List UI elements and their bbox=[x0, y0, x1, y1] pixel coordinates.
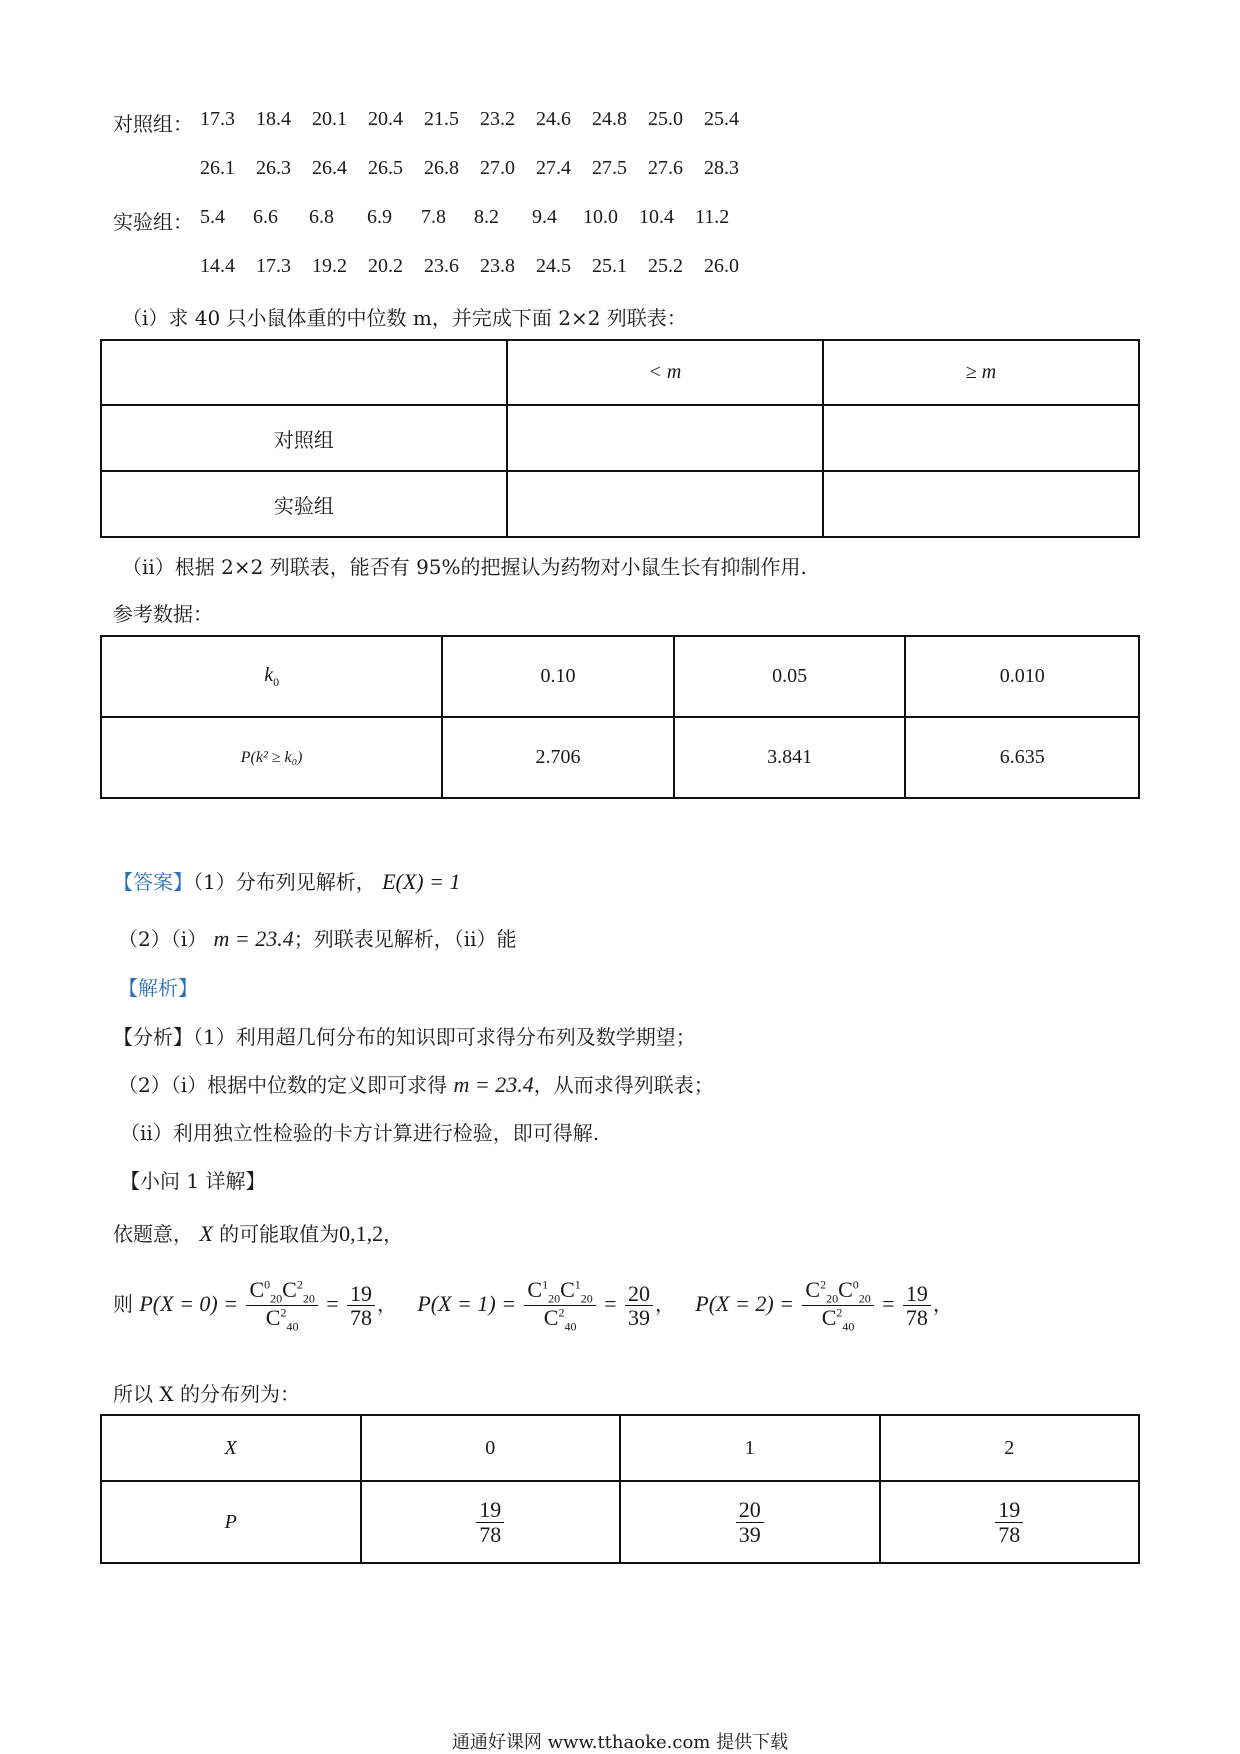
control-group-label: 对照组： bbox=[113, 112, 193, 136]
data-value: 21.5 bbox=[424, 108, 459, 130]
data-value: 10.4 bbox=[639, 206, 674, 228]
data-value: 17.3 bbox=[200, 108, 235, 130]
data-value: 10.0 bbox=[583, 206, 618, 228]
analysis-prefix-2: （2）（i）根据中位数的定义即可求得 bbox=[118, 1073, 448, 1097]
data-value: 26.1 bbox=[200, 157, 235, 179]
sub-heading: 【小问 1 详解】 bbox=[120, 1169, 266, 1193]
answer-suffix-2: ；列联表见解析，（ii）能 bbox=[293, 927, 517, 951]
analysis-line-1: 【分析】（1）利用超几何分布的知识即可求得分布列及数学期望； bbox=[113, 1025, 696, 1049]
data-value: 23.8 bbox=[480, 255, 515, 277]
data-value: 26.0 bbox=[704, 255, 739, 277]
line4-prefix: 依题意， bbox=[113, 1222, 193, 1246]
p0-comb-fraction: $\frac{C^0_{20}C^2_{20}}{C^2_{40}}$ bbox=[246, 1278, 317, 1333]
reference-critical-1: 2.706 bbox=[442, 717, 674, 798]
dist-x-value-2: 2 bbox=[880, 1415, 1140, 1481]
answer-tag: 【答案】 bbox=[113, 870, 193, 894]
line4-mid: 的可能取值为 bbox=[219, 1222, 340, 1246]
data-value: 23.2 bbox=[480, 108, 515, 130]
p2-comb-fraction: $\frac{C^2_{20}C^0_{20}}{C^2_{40}}$ bbox=[802, 1278, 873, 1333]
answer-prefix-2: （2）（i） bbox=[118, 927, 208, 951]
p1-comb-fraction: $\frac{C^1_{20}C^1_{20}}{C^2_{40}}$ bbox=[524, 1278, 595, 1333]
p2-lhs: P(X = 2) = bbox=[695, 1290, 795, 1316]
line4-values: 0,1,2 bbox=[339, 1221, 384, 1246]
data-value: 23.6 bbox=[424, 255, 459, 277]
distribution-table bbox=[100, 1414, 1140, 1564]
contingency-cell bbox=[507, 471, 823, 537]
analysis-tag: 【解析】 bbox=[118, 976, 198, 1000]
experiment-group-label: 实验组： bbox=[113, 210, 193, 234]
dist-x-label: X bbox=[101, 1415, 361, 1481]
data-value: 25.4 bbox=[704, 108, 739, 130]
data-value: 14.4 bbox=[200, 255, 235, 277]
line4-var: X bbox=[199, 1221, 213, 1246]
question-i: （i）求 40 只小鼠体重的中位数 m，并完成下面 2×2 列联表： bbox=[122, 306, 687, 330]
analysis-line-3: （ii）利用独立性检验的卡方计算进行检验，即可得解. bbox=[120, 1121, 600, 1145]
reference-table bbox=[100, 635, 1140, 799]
contingency-header-lt: < m bbox=[507, 340, 823, 405]
data-value: 5.4 bbox=[200, 206, 225, 228]
contingency-cell bbox=[507, 405, 823, 471]
reference-p-label: P(k² ≥ k₀) bbox=[101, 717, 442, 798]
line5-prefix: 则 bbox=[113, 1291, 133, 1316]
reference-alpha-2: 0.05 bbox=[674, 636, 906, 717]
line4-suffix: ， bbox=[383, 1222, 404, 1246]
contingency-row-control: 对照组 bbox=[101, 405, 507, 471]
reference-critical-2: 3.841 bbox=[674, 717, 906, 798]
dist-p-value-0: $\frac{19}{78}$ bbox=[361, 1481, 621, 1563]
footer: 通通好课网 www.tthaoke.com 提供下载 bbox=[451, 1732, 789, 1753]
data-value: 11.2 bbox=[695, 206, 730, 228]
p0-value-fraction: $\frac{19}{78}$ bbox=[347, 1282, 375, 1329]
reference-critical-3: 6.635 bbox=[905, 717, 1139, 798]
analysis-line-4 bbox=[113, 1218, 403, 1247]
p1-lhs: P(X = 1) = bbox=[417, 1290, 517, 1316]
data-value: 20.1 bbox=[312, 108, 347, 130]
reference-alpha-3: 0.010 bbox=[905, 636, 1139, 717]
dist-p-label: P bbox=[101, 1481, 361, 1563]
data-value: 6.6 bbox=[253, 206, 278, 228]
analysis-suffix-2: ，从而求得列联表； bbox=[533, 1073, 714, 1097]
reference-alpha-1: 0.10 bbox=[442, 636, 674, 717]
reference-label: 参考数据： bbox=[113, 602, 213, 626]
contingency-cell bbox=[823, 405, 1139, 471]
data-value: 27.4 bbox=[536, 157, 571, 179]
data-value: 27.5 bbox=[592, 157, 627, 179]
reference-k0-label: $k_0$ bbox=[101, 636, 442, 717]
answer-text-1: （1）分布列见解析， bbox=[193, 870, 376, 894]
question-ii: （ii）根据 2×2 列联表，能否有 95%的把握认为药物对小鼠生长有抑制作用. bbox=[122, 555, 807, 579]
answer-math-1: E(X) = 1 bbox=[382, 869, 461, 894]
data-value: 6.9 bbox=[367, 206, 392, 228]
data-value: 26.4 bbox=[312, 157, 347, 179]
answer-line-1 bbox=[113, 866, 460, 895]
data-value: 8.2 bbox=[474, 206, 499, 228]
probability-line: 则 P(X = 0) = $\frac{C^0_{20}C^2_{20}}{C^2_{40}}$ = $\frac{19}{78}$ ， P(X = 1) = $\frac{C^1_{20}C^1_{20}}{C^2_{40}}$ = $\frac{20}{39}$ ， P(X = 2) = $\frac{C^2_{20}C^0_{20}}{C^2_{40}}$ = $\frac{19}{78}$ ， bbox=[113, 1277, 953, 1334]
data-value: 24.8 bbox=[592, 108, 627, 130]
data-value: 17.3 bbox=[256, 255, 291, 277]
p2-value-fraction: $\frac{19}{78}$ bbox=[903, 1282, 931, 1329]
data-value: 25.1 bbox=[592, 255, 627, 277]
data-value: 25.2 bbox=[648, 255, 683, 277]
analysis-line-2 bbox=[118, 1069, 714, 1098]
data-value: 20.2 bbox=[368, 255, 403, 277]
contingency-table bbox=[100, 339, 1140, 538]
contingency-cell bbox=[823, 471, 1139, 537]
answer-math-2: m = 23.4 bbox=[213, 926, 294, 951]
data-value: 24.6 bbox=[536, 108, 571, 130]
data-value: 18.4 bbox=[256, 108, 291, 130]
dist-p-value-1: $\frac{20}{39}$ bbox=[620, 1481, 880, 1563]
data-value: 26.3 bbox=[256, 157, 291, 179]
data-value: 25.0 bbox=[648, 108, 683, 130]
data-value: 19.2 bbox=[312, 255, 347, 277]
data-value: 6.8 bbox=[309, 206, 334, 228]
data-value: 28.3 bbox=[704, 157, 739, 179]
contingency-header-ge: ≥ m bbox=[823, 340, 1139, 405]
data-value: 26.5 bbox=[368, 157, 403, 179]
data-value: 7.8 bbox=[421, 206, 446, 228]
analysis-line-6: 所以 X 的分布列为： bbox=[113, 1382, 300, 1406]
data-value: 27.6 bbox=[648, 157, 683, 179]
dist-x-value-1: 1 bbox=[620, 1415, 880, 1481]
data-value: 24.5 bbox=[536, 255, 571, 277]
data-value: 20.4 bbox=[368, 108, 403, 130]
data-value: 26.8 bbox=[424, 157, 459, 179]
data-value: 9.4 bbox=[532, 206, 557, 228]
answer-line-2 bbox=[118, 923, 517, 952]
contingency-header-blank bbox=[101, 340, 507, 405]
p1-value-fraction: $\frac{20}{39}$ bbox=[625, 1282, 653, 1329]
p0-lhs: P(X = 0) = bbox=[139, 1290, 239, 1316]
dist-p-value-2: $\frac{19}{78}$ bbox=[880, 1481, 1140, 1563]
data-value: 27.0 bbox=[480, 157, 515, 179]
contingency-row-experiment: 实验组 bbox=[101, 471, 507, 537]
analysis-math-2: m = 23.4 bbox=[453, 1072, 534, 1097]
dist-x-value-0: 0 bbox=[361, 1415, 621, 1481]
